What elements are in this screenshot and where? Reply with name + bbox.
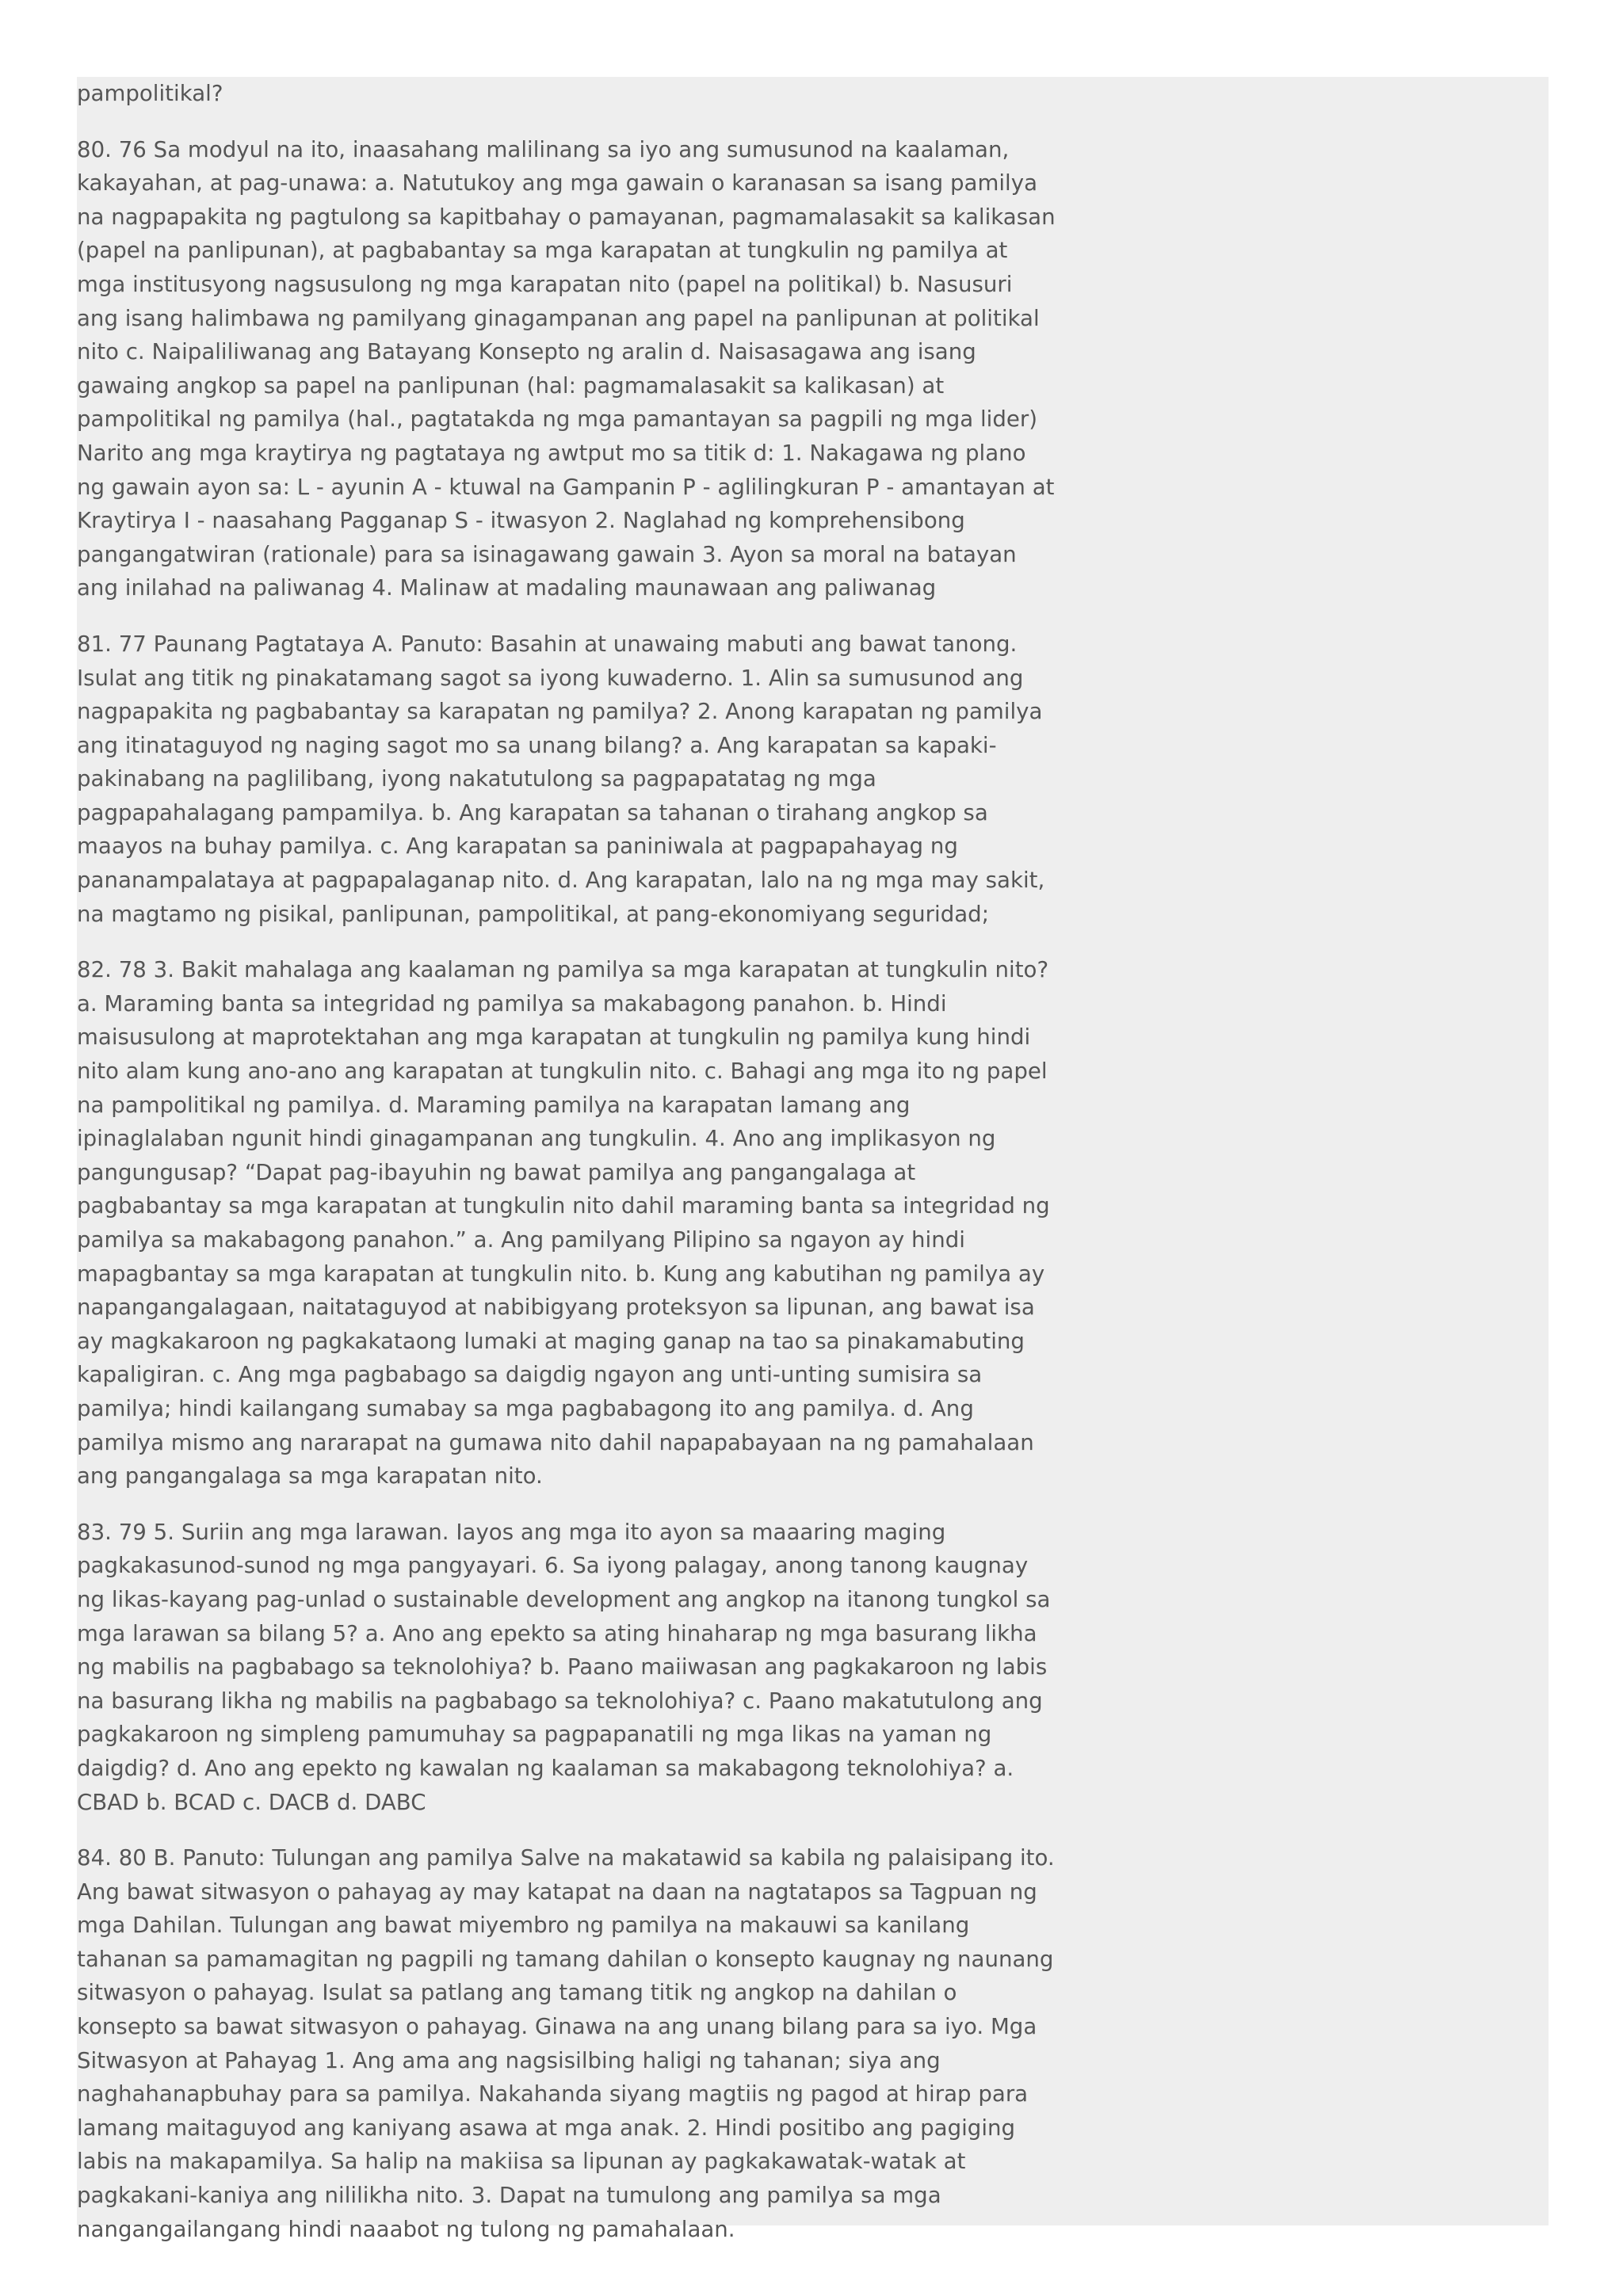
document-text bbox=[77, 77, 1060, 2268]
paragraph-81: 81. 77 Paunang Pagtataya A. Panuto: Basahin at unawaing mabuti ang bawat tanong. Isulat ang titik ng pinakatamang sagot sa iyong kuwaderno. 1. Alin sa sumusunod ang nagpapakita ng pagbabantay sa karapatan ng pamilya? 2. Anong karapatan ng pamilya ang itinataguyod ng naging sagot mo sa unang bilang? a. Ang karapatan sa kapaki-pakinabang na paglilibang, iyong nakatutulong sa pagpapatatag ng mga pagpapahalagang pampamilya. b. Ang karapatan sa tahanan o tirahang angkop sa maayos na buhay pamilya. c. Ang karapatan sa paniniwala at pagpapahayag ng pananampalataya at pagpapalaganap nito. d. Ang karapatan, lalo na ng mga may sakit, na magtamo ng pisikal, panlipunan, pampolitikal, at pang-ekonomiyang seguridad; bbox=[77, 630, 1045, 927]
document-panel bbox=[77, 77, 1549, 2242]
paragraph-continuation: pampolitikal? bbox=[77, 80, 223, 106]
paragraph-82: 82. 78 3. Bakit mahalaga ang kaalaman ng pamilya sa mga karapatan at tungkulin nito? a. Maraming banta sa integridad ng pamilya sa makabagong panahon. b. Hindi maisusulong at maprotektahan ang mga karapatan at tungkulin ng pamilya kung hindi nito alam kung ano-ano ang karapatan at tungkulin nito. c. Bahagi ang mga ito ng papel na pampolitikal ng pamilya. d. Maraming pamilya na karapatan lamang ang ipinaglalaban ngunit hindi ginagampanan ang tungkulin. 4. Ano ang implikasyon ng pangungusap? “Dapat pag-ibayuhin ng bawat pamilya ang pangangalaga at pagbabantay sa mga karapatan at tungkulin nito dahil maraming banta sa integridad ng pamilya sa makabagong panahon.” a. Ang pamilyang Pilipino sa ngayon ay hindi mapagbantay sa mga karapatan at tungkulin nito. b. Kung ang kabutihan ng pamilya ay napangangalagaan, naitataguyod at nabibigyang proteksyon sa lipunan, ang bawat isa ay magkakaroon ng pagkakataong lumaki at maging ganap na tao sa pinakamabuting kapaligiran. c. Ang mga pagbabago sa daigdig ngayon ang unti-unting sumisira sa pamilya; hindi kailangang sumabay sa mga pagbabagong ito ang pamilya. d. Ang pamilya mismo ang nararapat na gumawa nito dahil napapabayaan na ng pamahalaan ang pangangalaga sa mga karapatan nito. bbox=[77, 956, 1050, 1489]
paragraph-83: 83. 79 5. Suriin ang mga larawan. Iayos ang mga ito ayon sa maaaring maging pagkakasunod-sunod ng mga pangyayari. 6. Sa iyong palagay, anong tanong kaugnay ng likas-kayang pag-unlad o sustainable development ang angkop na itanong tungkol sa mga larawan sa bilang 5? a. Ano ang epekto sa ating hinaharap ng mga basurang likha ng mabilis na pagbabago sa teknolohiya? b. Paano maiiwasan ang pagkakaroon ng labis na basurang likha ng mabilis na pagbabago sa teknolohiya? c. Paano makatutulong ang pagkakaroon ng simpleng pamumuhay sa pagpapanatili ng mga likas na yaman ng daigdig? d. Ano ang epekto ng kawalan ng kaalaman sa makabagong teknolohiya? a. CBAD b. BCAD c. DACB d. DABC bbox=[77, 1518, 1051, 1815]
paragraph-80: 80. 76 Sa modyul na ito, inaasahang malilinang sa iyo ang sumusunod na kaalaman, kakayahan, at pag-unawa: a. Natutukoy ang mga gawain o karanasan sa isang pamilya na nagpapakita ng pagtulong sa kapitbahay o pamayanan, pagmamalasakit sa kalikasan (papel na panlipunan), at pagbabantay sa mga karapatan at tungkulin ng pamilya at mga institusyong nagsusulong ng mga karapatan nito (papel na politikal) b. Nasusuri ang isang halimbawa ng pamilyang ginagampanan ang papel na panlipunan at politikal nito c. Naipaliliwanag ang Batayang Konsepto ng aralin d. Naisasagawa ang isang gawaing angkop sa papel na panlipunan (hal: pagmamalasakit sa kalikasan) at pampolitikal ng pamilya (hal., pagtatakda ng mga pamantayan sa pagpili ng mga lider) Narito ang mga kraytirya ng pagtataya ng awtput mo sa titik d: 1. Nakagawa ng plano ng gawain ayon sa: L - ayunin A - ktuwal na Gampanin P - aglilingkuran P - amantayan at Kraytirya I - naasahang Pagganap S - itwasyon 2. Naglahad ng komprehensibong pangangatwiran (rationale) para sa isinagawang gawain 3. Ayon sa moral na batayan ang inilahad na paliwanag 4. Malinaw at madaling maunawaan ang paliwanag bbox=[77, 135, 1056, 601]
paragraph-84: 84. 80 B. Panuto: Tulungan ang pamilya Salve na makatawid sa kabila ng palaisipang ito. Ang bawat sitwasyon o pahayag ay may katapat na daan na nagtatapos sa Tagpuan ng mga Dahilan. Tulungan ang bawat miyembro ng pamilya na makauwi sa kanilang tahanan sa pamamagitan ng pagpili ng tamang dahilan o konsepto kaugnay ng naunang sitwasyon o pahayag. Isulat sa patlang ang tamang titik ng angkop na dahilan o konsepto sa bawat sitwasyon o pahayag. Ginawa na ang unang bilang para sa iyo. Mga Sitwasyon at Pahayag 1. Ang ama ang nagsisilbing haligi ng tahanan; siya ang naghahanapbuhay para sa pamilya. Nakahanda siyang magtiis ng pagod at hirap para lamang maitaguyod ang kaniyang asawa at mga anak. 2. Hindi positibo ang pagiging labis na makapamilya. Sa halip na makiisa sa lipunan ay pagkakawatak-watak at pagkakani-kaniya ang nililikha nito. 3. Dapat na tumulong ang pamilya sa mga nangangailangang hindi naaabot ng tulong ng pamahalaan. bbox=[77, 1844, 1055, 2242]
